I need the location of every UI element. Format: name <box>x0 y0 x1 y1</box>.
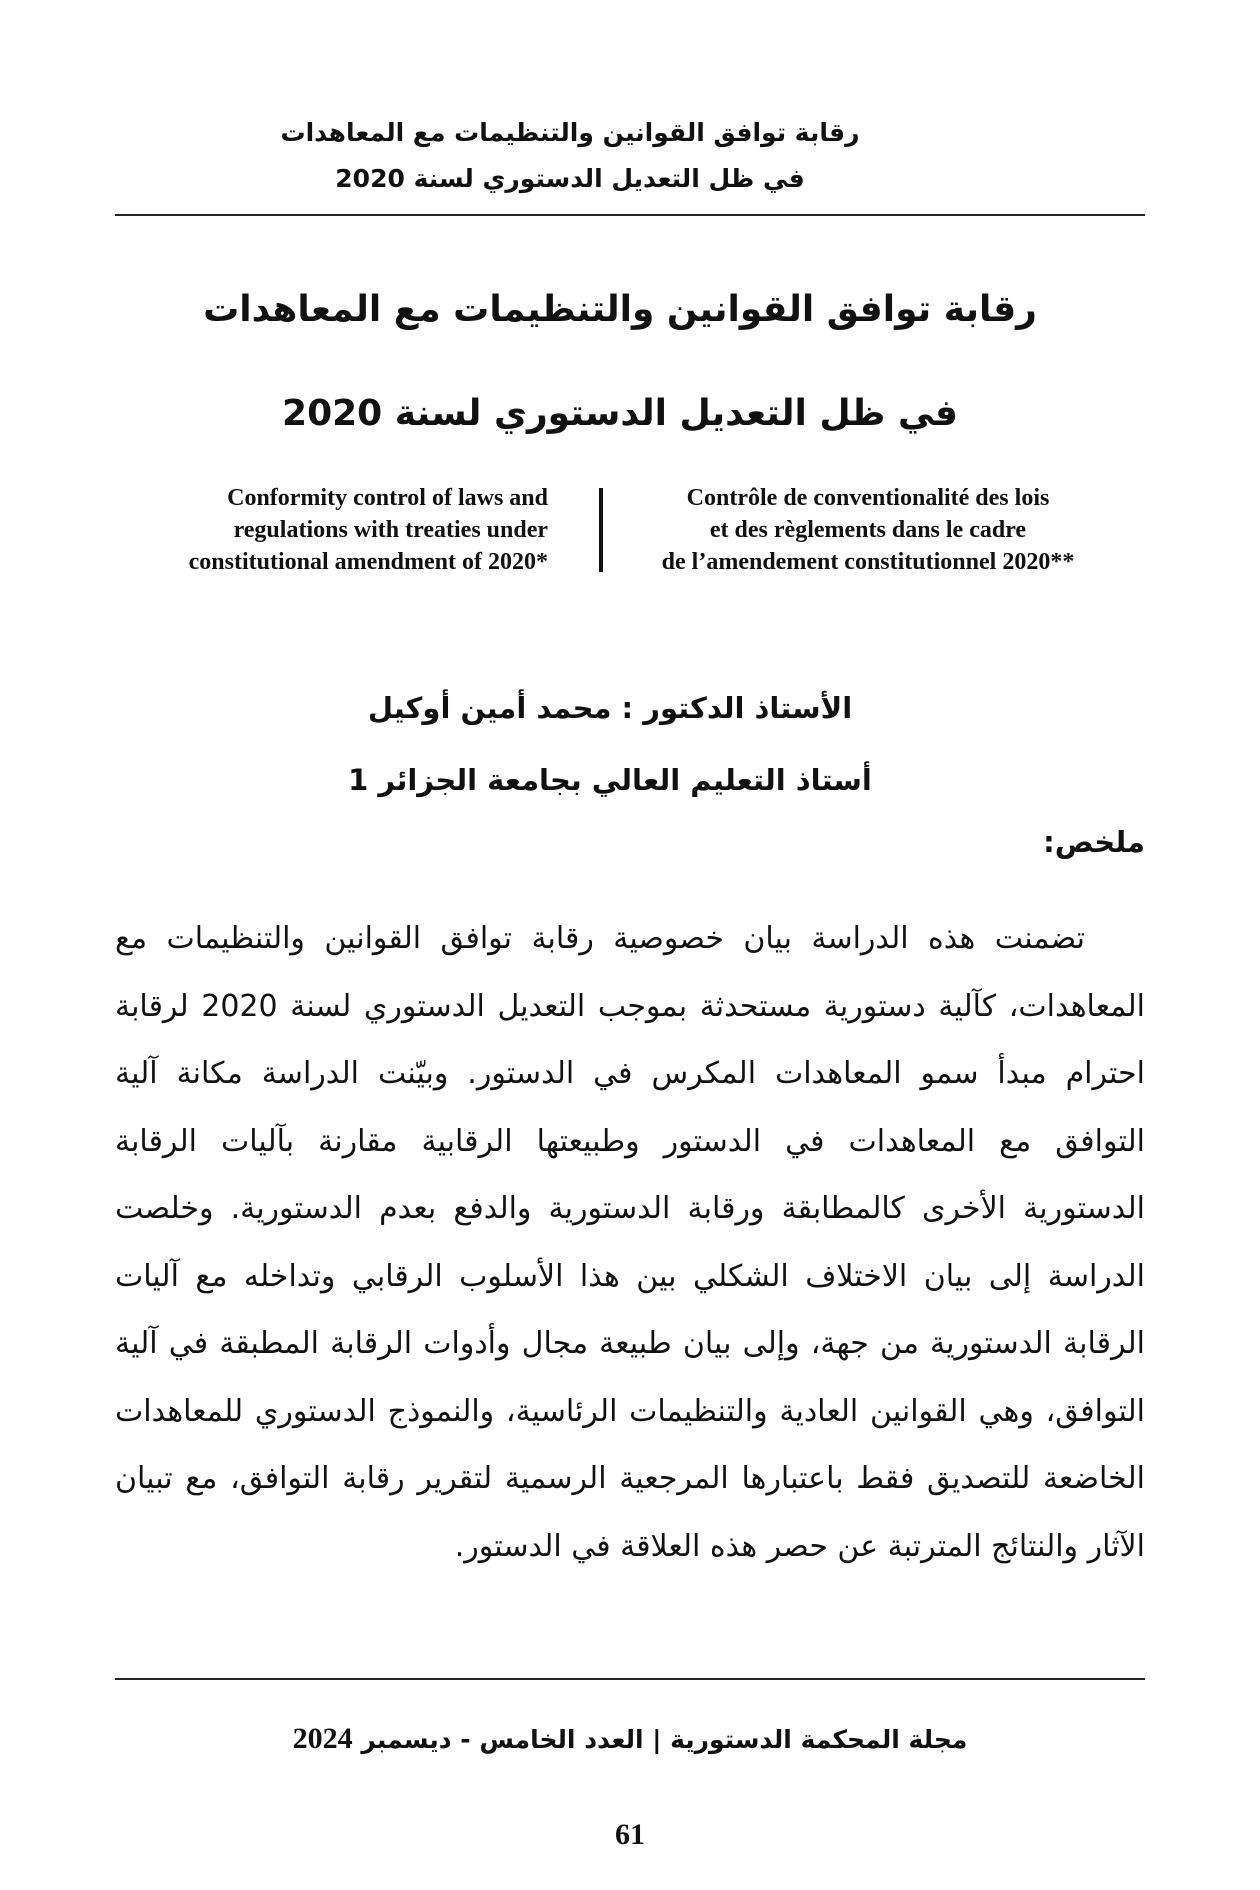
journal-issue: مجلة المحكمة الدستورية | العدد الخامس - ديسمبر <box>361 1725 968 1754</box>
page-number: 61 <box>615 1818 645 1851</box>
running-header-line-1: رقابة توافق القوانين والتنظيمات مع المعاهدات <box>280 118 860 147</box>
journal-year: 2024 <box>292 1722 353 1755</box>
article-title-line-2: في ظل التعديل الدستوري لسنة 2020 <box>282 393 958 434</box>
running-header-line-2: في ظل التعديل الدستوري لسنة 2020 <box>335 164 805 193</box>
article-title-line-1: رقابة توافق القوانين والتنظيمات مع المعاهدات <box>203 289 1037 330</box>
author-block <box>115 672 1145 816</box>
running-header <box>115 110 1145 202</box>
header-divider <box>115 214 1145 216</box>
abstract-heading: ملخص: <box>1043 825 1145 859</box>
english-title-line-2: regulations with treaties under <box>233 517 548 543</box>
english-title-line-3: constitutional amendment of 2020* <box>188 549 548 575</box>
author-name: الأستاذ الدكتور : محمد أمين أوكيل <box>367 691 853 725</box>
translated-titles <box>150 482 1110 582</box>
footer-divider <box>115 1678 1145 1680</box>
french-title-line-2: et des règlements dans le cadre <box>709 517 1027 543</box>
french-title-line-3: de l’amendement constitutionnel 2020** <box>661 549 1075 575</box>
french-title <box>628 482 1108 578</box>
abstract-text: تضمنت هذه الدراسة بيان خصوصية رقابة توافق القوانين والتنظيمات مع المعاهدات، كآلية دستورية مستحدثة بموجب التعديل الدستوري لسنة 2020 لرقابة احترام مبدأ سمو المعاهدات المكرس في الدستور. وبيّنت الدراسة مكانة آلية التوافق مع المعاهدات في الدستور وطبيعتها الرقابية مقارنة بآليات الرقابة الدستورية الأخرى كالمطابقة ورقابة الدستورية والدفع بعدم الدستورية. وخلصت الدراسة إلى بيان الاختلاف الشكلي بين هذا الأسلوب الرقابي وتداخله مع آليات الرقابة الدستورية من جهة، وإلى بيان طبيعة مجال وأدوات الرقابة المطبقة في آلية التوافق، وهي القوانين العادية والتنظيمات الرئاسية، والنموذج الدستوري للمعاهدات الخاضعة للتصديق فقط باعتبارها المرجعية الرسمية لتقرير رقابة التوافق، مع تبيان الآثار والنتائج المترتبة عن حصر هذه العلاقة في الدستور. <box>115 921 1145 1564</box>
english-title <box>189 482 548 578</box>
author-affiliation: أستاذ التعليم العالي بجامعة الجزائر 1 <box>348 763 872 797</box>
english-title-line-1: Conformity control of laws and <box>227 485 548 511</box>
french-title-line-1: Contrôle de conventionalité des lois <box>686 485 1050 511</box>
article-title <box>115 258 1145 466</box>
journal-footer <box>115 1722 1145 1756</box>
title-separator <box>599 488 603 572</box>
